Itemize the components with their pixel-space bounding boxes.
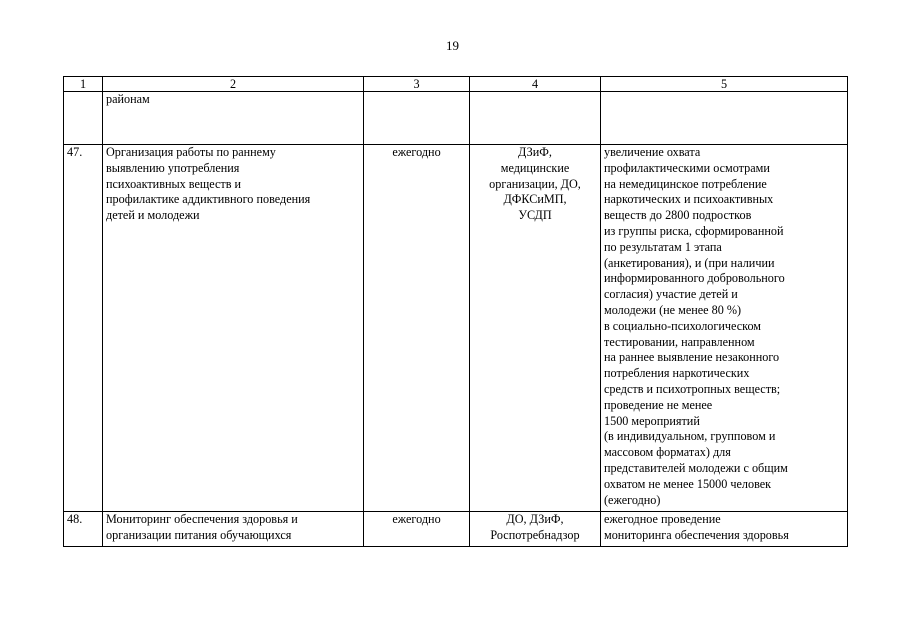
header-cell-number: 1 (64, 77, 103, 92)
cell-line: на раннее выявление незаконного (604, 350, 780, 365)
cell-line: Роспотребнадзор (490, 527, 580, 542)
header-cell-period: 3 (364, 77, 470, 92)
cell-line: профилактике аддиктивного поведения (106, 192, 311, 207)
cell-line: массовом форматах) для (604, 445, 731, 460)
cell-line: в социально-психологическом (604, 318, 762, 333)
cell-result (601, 92, 848, 145)
cell-line: профилактическими осмотрами (604, 160, 770, 175)
cell-line: на немедицинское потребление (604, 176, 767, 191)
header-cell-measure: 2 (103, 77, 364, 92)
cell-measure (103, 92, 364, 145)
cell-number: 48. (64, 512, 103, 547)
cell-line: из группы риска, сформированной (604, 223, 784, 238)
cell-line: ДЗиФ, (518, 145, 552, 159)
page-number: 19 (446, 38, 459, 53)
cell-result (601, 512, 848, 547)
cell-line: веществ до 2800 подростков (604, 208, 752, 223)
header-cell-executors: 4 (470, 77, 601, 92)
table-row (64, 512, 848, 547)
cell-period (364, 92, 470, 145)
cell-line: наркотических и психоактивных (604, 192, 774, 207)
measures-table (63, 76, 848, 547)
table-row (64, 145, 848, 512)
cell-period (364, 512, 470, 547)
cell-line: Организация работы по раннему (106, 145, 276, 159)
cell-executors (470, 512, 601, 547)
cell-line: (ежегодно) (604, 492, 661, 507)
cell-line: (в индивидуальном, групповом и (604, 429, 776, 444)
cell-line: УСДП (518, 208, 552, 223)
cell-line: выявлению употребления (106, 160, 240, 175)
cell-line: (анкетирования), и (при наличии (604, 255, 775, 270)
cell-line: ежегодное проведение (604, 512, 721, 526)
cell-measure (103, 145, 364, 512)
table-header-row (64, 77, 848, 92)
cell-executors (470, 92, 601, 145)
cell-line: средств и психотропных веществ; (604, 381, 781, 396)
cell-line: охватом не менее 15000 человек (604, 476, 772, 491)
cell-line: медицинские (500, 160, 570, 175)
cell-line: ежегодно (392, 145, 441, 159)
cell-line: потребления наркотических (604, 366, 750, 381)
cell-line: мониторинга обеспечения здоровья (604, 527, 789, 542)
cell-executors (470, 145, 601, 512)
cell-line: ежегодно (392, 512, 441, 526)
header-cell-result: 5 (601, 77, 848, 92)
cell-line: увеличение охвата (604, 145, 701, 159)
cell-number (64, 92, 103, 145)
cell-line: по результатам 1 этапа (604, 239, 722, 254)
cell-result (601, 145, 848, 512)
cell-line: детей и молодежи (106, 208, 200, 223)
cell-line: Мониторинг обеспечения здоровья и (106, 512, 298, 526)
cell-line: тестировании, направленном (604, 334, 755, 349)
cell-line: 1500 мероприятий (604, 413, 700, 428)
cell-line: информированного добровольного (604, 271, 785, 286)
cell-line: психоактивных веществ и (106, 176, 242, 191)
cell-period (364, 145, 470, 512)
cell-number: 47. (64, 145, 103, 512)
cell-line: проведение не менее (604, 397, 713, 412)
cell-line: организации, ДО, (489, 176, 581, 191)
cell-line: ДФКСиМП, (503, 192, 567, 207)
cell-line: районам (106, 92, 150, 106)
cell-line: организации питания обучающихся (106, 527, 292, 542)
cell-measure (103, 512, 364, 547)
cell-line: представителей молодежи с общим (604, 460, 788, 475)
table-row-continuation (64, 92, 848, 145)
cell-line: ДО, ДЗиФ, (506, 512, 564, 526)
cell-line: согласия) участие детей и (604, 287, 738, 302)
cell-line: молодежи (не менее 80 %) (604, 302, 742, 317)
